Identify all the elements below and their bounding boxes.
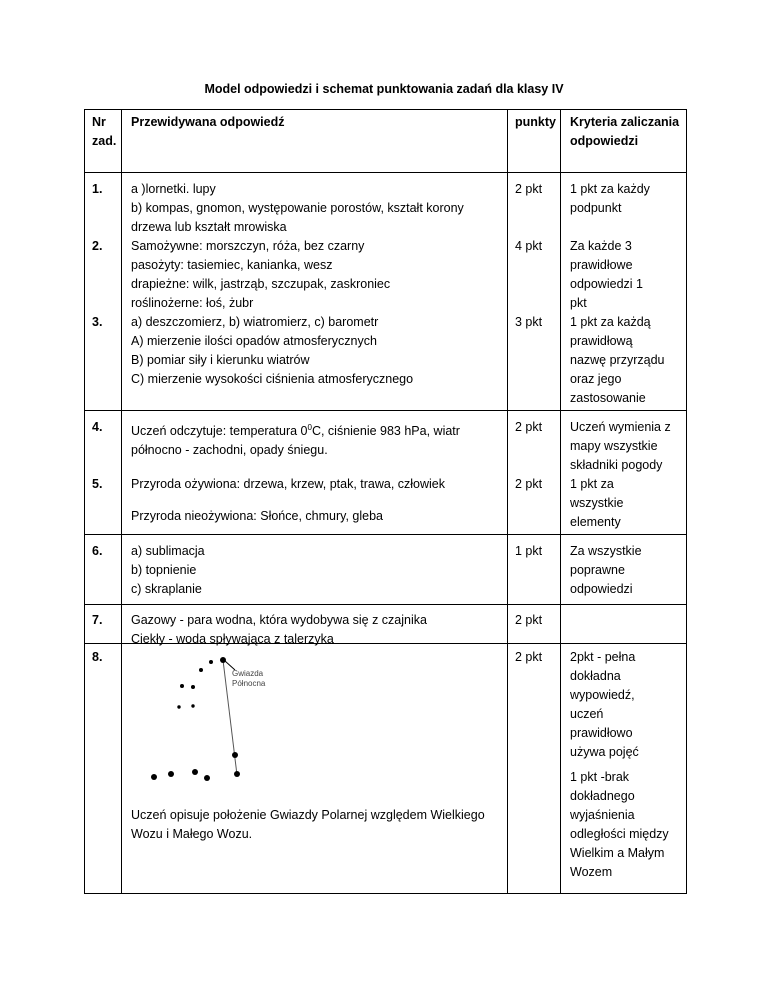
table-right-border bbox=[686, 109, 687, 894]
row-2-nr: 2. bbox=[92, 239, 103, 253]
row-8-nr: 8. bbox=[92, 650, 103, 664]
star bbox=[204, 775, 210, 781]
answer-line: Samożywne: morszczyn, róża, bez czarny bbox=[131, 239, 365, 253]
star bbox=[177, 705, 180, 708]
answer-line: a )lornetki. lupy bbox=[131, 182, 216, 196]
answer-line: Wozu i Małego Wozu. bbox=[131, 827, 253, 841]
answer-line: Uczeń opisuje położenie Gwiazdy Polarnej względem Wielkiego bbox=[131, 808, 485, 822]
answer-line: północno - zachodni, opady śniegu. bbox=[131, 443, 328, 458]
star bbox=[234, 771, 240, 777]
row-1-nr: 1. bbox=[92, 182, 103, 196]
row-8-answer bbox=[131, 806, 485, 844]
row-5-nr: 5. bbox=[92, 477, 103, 491]
row-2-points: 4 pkt bbox=[515, 239, 543, 253]
star bbox=[180, 684, 184, 688]
row-5-points: 2 pkt bbox=[515, 477, 543, 491]
table-left-border bbox=[84, 109, 85, 894]
row-3-answer bbox=[131, 313, 413, 389]
answer-line: C) mierzenie wysokości ciśnienia atmosferycznego bbox=[131, 372, 414, 386]
page-title: Model odpowiedzi i schemat punktowania zadań dla klasy IV bbox=[204, 82, 564, 96]
row-6-nr: 6. bbox=[92, 544, 103, 558]
row-5-answer bbox=[131, 475, 445, 526]
row-4-answer bbox=[131, 418, 460, 460]
star bbox=[192, 769, 198, 775]
col-divider-3 bbox=[560, 109, 561, 894]
answer-line: drzewa lub kształt mrowiska bbox=[131, 220, 287, 234]
row-1-criteria: 1 pkt za każdy podpunkt bbox=[570, 182, 650, 215]
row-divider bbox=[84, 604, 687, 605]
star bbox=[168, 771, 174, 777]
answer-line: a) deszczomierz, b) wiatromierz, c) barometr bbox=[131, 315, 379, 329]
answer-line: Ciekły - woda spływająca z talerzyka bbox=[131, 632, 334, 646]
row-6-answer bbox=[131, 542, 205, 599]
star bbox=[191, 685, 195, 689]
row-6-criteria: Za wszystkie poprawne odpowiedzi bbox=[570, 544, 642, 596]
header-criteria: Kryteria zaliczania odpowiedzi bbox=[570, 115, 680, 148]
star bbox=[232, 752, 238, 758]
row-8-points: 2 pkt bbox=[515, 650, 543, 664]
row-3-points: 3 pkt bbox=[515, 315, 543, 329]
row-2-answer bbox=[131, 237, 390, 313]
row-divider bbox=[84, 534, 687, 535]
answer-line: drapieżne: wilk, jastrząb, szczupak, zaskroniec bbox=[131, 277, 391, 291]
row-4-points: 2 pkt bbox=[515, 420, 543, 434]
answer-line: Przyroda nieożywiona: Słońce, chmury, gleba bbox=[131, 509, 383, 523]
row-8-criteria-2: 1 pkt -brak dokładnego wyjaśnienia odległości między Wielkim a Małym Wozem bbox=[570, 770, 669, 879]
star bbox=[191, 704, 194, 707]
answer-line: Uczeń odczytuje: temperatura $0^0C$, ciśnienie 983 hPa, wiatr bbox=[131, 423, 460, 439]
header-nr: Nr zad. bbox=[92, 115, 117, 148]
star bbox=[199, 668, 203, 672]
row-6-points: 1 pkt bbox=[515, 544, 543, 558]
answer-line: A) mierzenie ilości opadów atmosferycznych bbox=[131, 334, 377, 348]
col-divider-1 bbox=[121, 109, 122, 894]
row-7-answer bbox=[131, 611, 427, 649]
polaris-label: Gwiazda Północna bbox=[232, 669, 266, 688]
row-5-criteria: 1 pkt za wszystkie elementy bbox=[570, 477, 624, 529]
row-7-points: 2 pkt bbox=[515, 613, 543, 627]
row-divider bbox=[84, 410, 687, 411]
row-1-points: 2 pkt bbox=[515, 182, 543, 196]
answer-line: pasożyty: tasiemiec, kanianka, wesz bbox=[131, 258, 333, 272]
answer-line: Przyroda ożywiona: drzewa, krzew, ptak, trawa, człowiek bbox=[131, 477, 446, 491]
row-3-nr: 3. bbox=[92, 315, 103, 329]
answer-line: c) skraplanie bbox=[131, 582, 202, 596]
col-divider-2 bbox=[507, 109, 508, 894]
row-1-answer bbox=[131, 180, 464, 237]
row-3-criteria: 1 pkt za każdą prawidłową nazwę przyrządu oraz jego zastosowanie bbox=[570, 315, 665, 405]
answer-line: b) topnienie bbox=[131, 563, 197, 577]
star bbox=[151, 774, 157, 780]
star bbox=[209, 660, 213, 664]
row-4-nr: 4. bbox=[92, 420, 103, 434]
row-2-criteria: Za każde 3 prawidłowe odpowiedzi 1 pkt bbox=[570, 239, 643, 310]
degree-superscript: 0 bbox=[307, 423, 312, 432]
answer-line: B) pomiar siły i kierunku wiatrów bbox=[131, 353, 310, 367]
row-7-nr: 7. bbox=[92, 613, 103, 627]
answer-line: b) kompas, gnomon, występowanie porostów, kształt korony bbox=[131, 201, 464, 215]
header-points: punkty bbox=[515, 115, 556, 129]
answer-line: Gazowy - para wodna, która wydobywa się z czajnika bbox=[131, 613, 427, 627]
row-divider bbox=[84, 172, 687, 173]
answer-line: roślinożerne: łoś, żubr bbox=[131, 296, 254, 310]
table-top-border bbox=[84, 109, 687, 110]
table-bottom-border bbox=[84, 893, 687, 894]
row-4-criteria: Uczeń wymienia z mapy wszystkie składniki pogody bbox=[570, 420, 671, 472]
polaris-star bbox=[220, 657, 226, 663]
answer-line: a) sublimacja bbox=[131, 544, 205, 558]
row-8-criteria: 2pkt - pełna dokładna wypowiedź, uczeń prawidłowo używa pojęć bbox=[570, 650, 639, 759]
header-answer: Przewidywana odpowiedź bbox=[131, 115, 285, 129]
